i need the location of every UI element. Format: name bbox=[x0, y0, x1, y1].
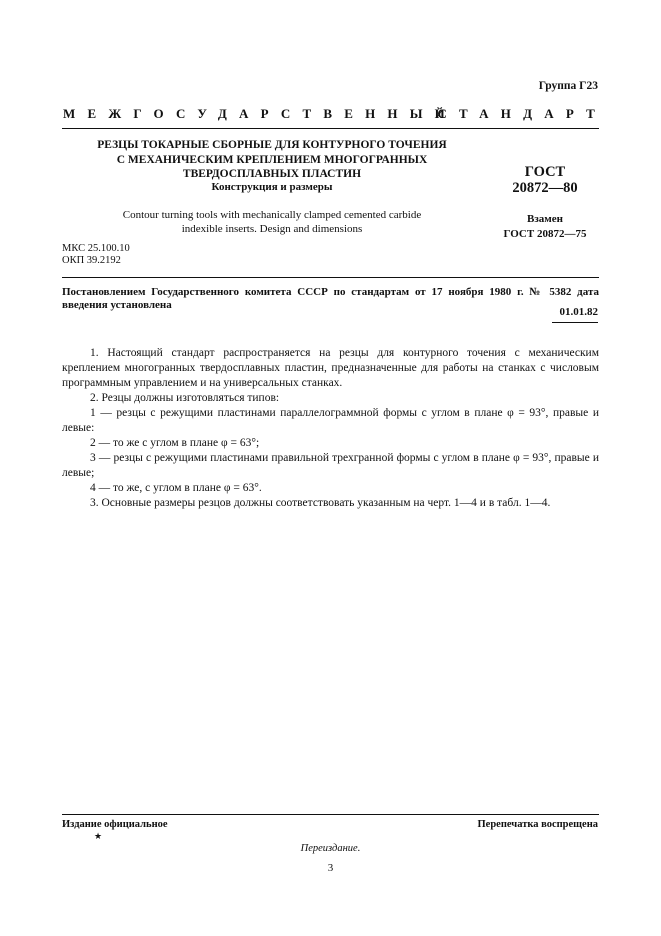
paragraph: 3 — резцы с режущими пластинами правильной трехгранной формы с углом в плане φ = 93°, правые и левые; bbox=[62, 452, 599, 479]
title-subtitle: Конструкция и размеры bbox=[211, 181, 333, 193]
paragraph: 2. Резцы должны изготовляться типов: bbox=[90, 392, 280, 404]
page-number: 3 bbox=[327, 862, 334, 874]
title-en bbox=[62, 208, 482, 236]
paragraph: 3. Основные размеры резцов должны соответствовать указанным на черт. 1—4 и в табл. 1—4. bbox=[90, 497, 551, 509]
reissue-note: Переиздание. bbox=[300, 843, 361, 854]
title-en-line: Contour turning tools with mechanically clamped cemented carbide bbox=[122, 209, 422, 221]
classification-codes bbox=[62, 243, 130, 266]
paragraph: 4 — то же, с углом в плане φ = 63°. bbox=[90, 482, 262, 494]
okp-code: ОКП 39.2192 bbox=[62, 254, 121, 266]
gost-designation bbox=[470, 164, 620, 196]
standard-type-left: МЕЖГОСУДАРСТВЕННЫЙ bbox=[63, 106, 457, 121]
title-ru-line: РЕЗЦЫ ТОКАРНЫЕ СБОРНЫЕ ДЛЯ КОНТУРНОГО ТОЧЕНИЯ bbox=[97, 139, 447, 151]
replaces-number: ГОСТ 20872—75 bbox=[503, 228, 587, 240]
body-text bbox=[62, 346, 599, 511]
title-ru bbox=[62, 138, 482, 182]
decree-text: Постановлением Государственного комитета СССР по стандартам от 17 ноября 1980 г. № 5382 дата введения установлена bbox=[62, 286, 599, 311]
gost-replaces bbox=[470, 212, 620, 242]
header-rule bbox=[62, 128, 599, 129]
decree-rule bbox=[62, 277, 599, 278]
replaces-label: Взамен bbox=[527, 213, 563, 225]
paragraph: 1. Настоящий стандарт распространяется на резцы для контурного точения с механическим креплением многогранных твердосплавных пластин, предназначенные для работы на станках с числовым программным управлением и на универсальных станках. bbox=[62, 347, 599, 389]
mks-code: МКС 25.100.10 bbox=[62, 243, 130, 254]
gost-number: 20872—80 bbox=[512, 180, 578, 196]
title-ru-line: С МЕХАНИЧЕСКИМ КРЕПЛЕНИЕМ МНОГОГРАННЫХ bbox=[116, 153, 428, 166]
paragraph: 1 — резцы с режущими пластинами параллелограммной формы с углом в плане φ = 93°, правые и левые: bbox=[62, 407, 599, 434]
introduction-date: 01.01.82 bbox=[559, 306, 598, 318]
title-en-line: indexible inserts. Design and dimensions bbox=[181, 223, 363, 235]
star-mark: ★ bbox=[94, 831, 103, 841]
title-ru-line: ТВЕРДОСПЛАВНЫХ ПЛАСТИН bbox=[182, 168, 362, 180]
footer-rule bbox=[62, 814, 599, 815]
paragraph: 2 — то же с углом в плане φ = 63°; bbox=[90, 437, 260, 449]
gost-label: ГОСТ bbox=[524, 164, 566, 180]
standard-type-right: СТАНДАРТ bbox=[437, 106, 607, 121]
date-underline bbox=[552, 322, 598, 323]
reprint-prohibited: Перепечатка воспрещена bbox=[477, 819, 598, 830]
group-code: Группа Г23 bbox=[538, 80, 598, 92]
official-edition: Издание официальное bbox=[62, 819, 168, 830]
